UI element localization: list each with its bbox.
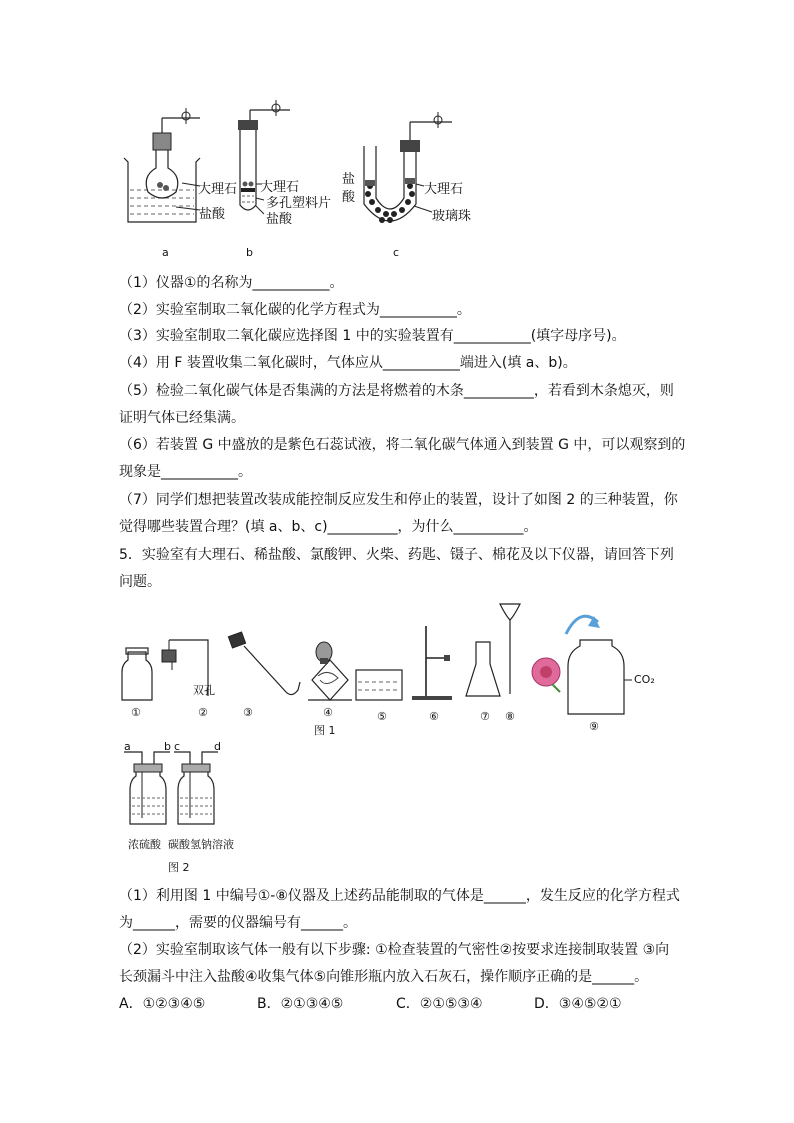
caption-b: b (246, 246, 253, 259)
caption-a: a (162, 246, 169, 259)
label-co2: CO₂ (634, 673, 655, 686)
q5-line-3: （2）实验室制取该气体一般有以下步骤: ①检查装置的气密性②按要求连接制取装置 ③向 (119, 942, 670, 958)
q5-line-1: （1）利用图 1 中编号①-⑧仪器及上述药品能制取的气体是______，发生反应的化学方程式 (119, 888, 680, 904)
q4-line-1: （1）仪器①的名称为___________。 (119, 275, 344, 291)
option-d[interactable]: D．③④⑤②① (534, 996, 622, 1012)
label-sodium-bicarbonate: 碳酸氢钠溶液 (168, 838, 234, 851)
q4-line-2: （2）实验室制取二氧化碳的化学方程式为___________。 (119, 302, 471, 318)
q5-intro-line-1: 5．实验室有大理石、稀盐酸、氯酸钾、火柴、药匙、镊子、棉花及以下仪器，请回答下列 (119, 547, 674, 563)
q5-intro-line-2: 问题。 (119, 574, 161, 590)
figure-2-caption: 图 2 (168, 861, 190, 874)
q4-line-7: （6）若装置 G 中盛放的是紫色石蕊试液，将二氧化碳气体通入到装置 G 中，可以观察到的 (119, 437, 686, 453)
port-b: b (164, 740, 171, 753)
q4-line-6: 证明气体已经集满。 (119, 410, 245, 426)
instrument-number-5: ⑤ (377, 710, 387, 723)
instrument-number-6: ⑥ (429, 710, 439, 723)
instrument-number-4: ④ (323, 706, 333, 719)
instrument-number-8: ⑧ (505, 710, 515, 723)
label-c-beads: 玻璃珠 (432, 209, 472, 224)
q4-line-5: （5）检验二氧化碳气体是否集满的方法是将燃着的木条__________，若看到木条熄灭，则 (119, 383, 674, 399)
instrument-number-7: ⑦ (480, 710, 490, 723)
option-b[interactable]: B．②①③④⑤ (257, 996, 344, 1012)
q4-line-10: 觉得哪些装置合理？(填 a、b、c)__________，为什么__________。 (119, 519, 538, 535)
label-c-acid-1: 盐 (342, 172, 356, 187)
instrument-number-2: ② (198, 706, 208, 719)
port-a: a (124, 740, 131, 753)
label-c-acid-2: 酸 (342, 190, 356, 205)
instrument-number-9: ⑨ (589, 720, 599, 733)
q4-line-8: 现象是___________。 (119, 464, 252, 480)
label-double-hole: 双孔 (193, 684, 215, 697)
instrument-number-3: ③ (243, 706, 253, 719)
label-b-acid: 盐酸 (266, 212, 293, 227)
option-c[interactable]: C．②①⑤③④ (396, 996, 483, 1012)
label-concentrated-sulfuric: 浓硫酸 (128, 838, 161, 851)
port-c: c (174, 740, 181, 753)
instrument-number-1: ① (131, 706, 141, 719)
q4-line-9: （7）同学们想把装置改装成能控制反应发生和停止的装置，设计了如图 2 的三种装置，你 (119, 492, 678, 508)
label-b-plate: 多孔塑料片 (266, 196, 332, 211)
label-a-acid: 盐酸 (199, 207, 226, 222)
q4-line-4: （4）用 F 装置收集二氧化碳时，气体应从___________端进入(填 a、b)。 (119, 355, 577, 371)
caption-c: c (393, 246, 400, 259)
label-c-marble: 大理石 (424, 182, 464, 197)
label-b-marble: 大理石 (260, 180, 300, 195)
figure-1-caption: 图 1 (314, 724, 336, 737)
q4-line-3: （3）实验室制取二氧化碳应选择图 1 中的实验装置有___________(填字母序号)。 (119, 328, 626, 344)
port-d: d (214, 740, 221, 753)
q5-line-4: 长颈漏斗中注入盐酸④收集气体⑤向锥形瓶内放入石灰石，操作顺序正确的是______。 (119, 969, 649, 985)
label-a-marble: 大理石 (198, 182, 238, 197)
option-a[interactable]: A．①②③④⑤ (119, 996, 206, 1012)
q5-line-2: 为______，需要的仪器编号有______。 (119, 915, 357, 931)
